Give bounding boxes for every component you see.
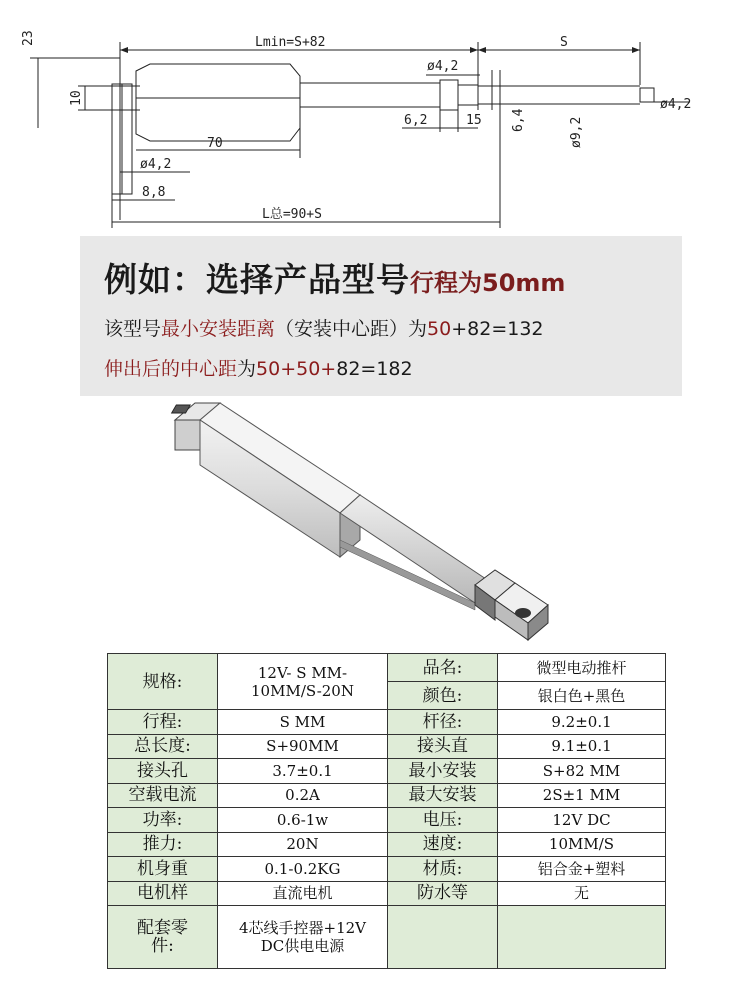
spec-value-weight: 0.1-0.2KG [218, 857, 388, 882]
dim-9-2: ø9,2 [569, 116, 584, 148]
example-ext-a: 伸出后的中心距 [104, 358, 238, 380]
example-title-main: 例如：选择产品型号 [104, 260, 410, 299]
example-title [104, 254, 565, 301]
dim-hole-end: ø4,2 [660, 97, 692, 112]
dimension-drawing [0, 0, 750, 235]
spec-value-waterproof: 无 [498, 881, 666, 906]
spec-value-material: 铝合金+塑料 [498, 857, 666, 882]
spec-value-joint-hole: 3.7±0.1 [218, 759, 388, 784]
spec-label-max-install: 最大安装 [388, 783, 498, 808]
spec-label-color: 颜色: [388, 682, 498, 710]
spec-label-motor: 电机样 [108, 881, 218, 906]
spec-label-waterproof: 防水等 [388, 881, 498, 906]
spec-value-empty [498, 906, 666, 969]
table-row [108, 808, 666, 833]
spec-value-accessories: 4芯线手控器+12V DC供电电源 [218, 906, 388, 969]
dim-s: S [560, 35, 568, 50]
table-row [108, 783, 666, 808]
dim-lmin: Lmin=S+82 [255, 35, 326, 50]
table-row [108, 654, 666, 682]
spec-value-color: 银白色+黑色 [498, 682, 666, 710]
example-ext-b: 为 [237, 358, 257, 380]
spec-label-joint-dia: 接头直 [388, 734, 498, 759]
table-row [108, 881, 666, 906]
dim-10: 10 [69, 90, 84, 106]
spec-label-thrust: 推力: [108, 832, 218, 857]
spec-value-model: 12V- S MM- 10MM/S-20N [218, 654, 388, 710]
dim-hole-rod: ø4,2 [427, 59, 459, 74]
example-ext-c: 50+50+ [256, 358, 337, 380]
dim-6-2: 6,2 [404, 113, 428, 128]
spec-label-material: 材质: [388, 857, 498, 882]
example-min-e: +82=132 [451, 318, 544, 340]
spec-label-joint-hole: 接头孔 [108, 759, 218, 784]
dim-8-8: 8,8 [142, 185, 166, 200]
spec-table [107, 653, 666, 969]
spec-label-speed: 速度: [388, 832, 498, 857]
spec-value-min-install: S+82 MM [498, 759, 666, 784]
spec-label-voltage: 电压: [388, 808, 498, 833]
table-row [108, 906, 666, 969]
example-min-c: （安装中心距）为 [275, 318, 428, 340]
dim-15: 15 [466, 113, 482, 128]
table-row [108, 710, 666, 735]
spec-value-joint-dia: 9.1±0.1 [498, 734, 666, 759]
example-banner [80, 236, 682, 396]
spec-label-model: 规格: [108, 654, 218, 710]
example-min-a: 该型号 [104, 318, 162, 340]
table-row [108, 857, 666, 882]
spec-value-max-install: 2S±1 MM [498, 783, 666, 808]
actuator-product-image [160, 395, 580, 645]
table-row [108, 759, 666, 784]
spec-value-speed: 10MM/S [498, 832, 666, 857]
spec-label-power: 功率: [108, 808, 218, 833]
spec-value-stroke: S MM [218, 710, 388, 735]
spec-label-empty [388, 906, 498, 969]
spec-label-weight: 机身重 [108, 857, 218, 882]
spec-value-power: 0.6-1w [218, 808, 388, 833]
table-row [108, 832, 666, 857]
spec-value-length: S+90MM [218, 734, 388, 759]
example-ext-d: 82=182 [336, 358, 413, 380]
spec-label-noload-current: 空载电流 [108, 783, 218, 808]
example-min-b: 最小安装距离 [161, 318, 276, 340]
spec-label-length: 总长度: [108, 734, 218, 759]
spec-value-motor: 直流电机 [218, 881, 388, 906]
spec-label-min-install: 最小安装 [388, 759, 498, 784]
dim-70: 70 [207, 136, 223, 151]
spec-value-thrust: 20N [218, 832, 388, 857]
spec-label-accessories: 配套零 件: [108, 906, 218, 969]
spec-label-stroke: 行程: [108, 710, 218, 735]
dim-6-4: 6,4 [511, 108, 526, 132]
example-title-stroke: 行程为50mm [410, 269, 566, 297]
spec-value-rod-dia: 9.2±0.1 [498, 710, 666, 735]
spec-label-rod-dia: 杆径: [388, 710, 498, 735]
example-min-d: 50 [427, 318, 452, 340]
dim-hole-body: ø4,2 [140, 157, 172, 172]
dim-23: 23 [21, 30, 36, 46]
example-min-distance [104, 314, 544, 341]
spec-value-noload-current: 0.2A [218, 783, 388, 808]
spec-value-name: 微型电动推杆 [498, 654, 666, 682]
spec-label-name: 品名: [388, 654, 498, 682]
dim-total: L总=90+S [262, 207, 322, 222]
table-row [108, 734, 666, 759]
spec-value-voltage: 12V DC [498, 808, 666, 833]
example-extended-distance [104, 354, 413, 381]
